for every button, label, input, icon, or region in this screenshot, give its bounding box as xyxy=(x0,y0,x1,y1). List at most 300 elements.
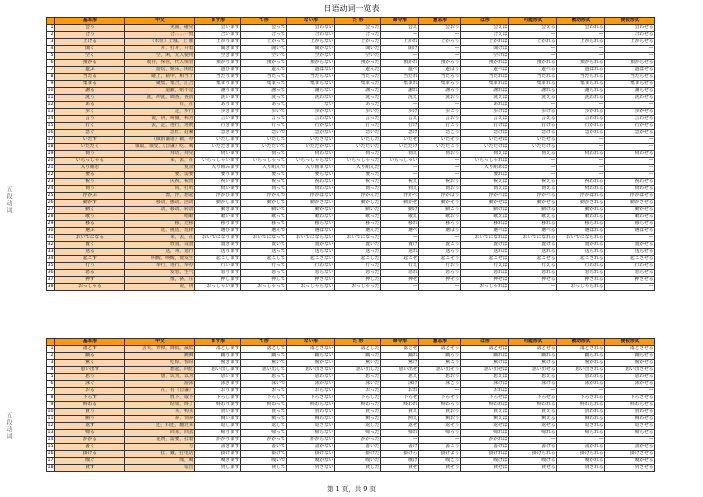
verb-conjugation-cell: 伺えば xyxy=(461,151,509,158)
table-row xyxy=(16,270,655,277)
verb-conjugation-cell: 驚かせる xyxy=(605,360,655,367)
row-number: 16 xyxy=(47,130,54,135)
verb-conjugation-cell: 浮かんだ xyxy=(335,193,381,200)
verb-conjugation-cell: 伺えば xyxy=(461,186,509,193)
verb-conjugation-cell: — xyxy=(419,158,461,165)
gutter-cell xyxy=(16,46,46,53)
verb-conjugation-cell: 伺った xyxy=(335,186,381,193)
gutter-cell xyxy=(16,221,46,228)
verb-conjugation-cell: 入り組めば xyxy=(461,165,509,172)
verb-conjugation-cell: 送れば xyxy=(461,249,509,256)
verb-conjugation-cell: 開けば xyxy=(461,46,509,53)
verb-base-form: 伺う xyxy=(55,151,125,158)
verb-meaning: 来，去，在 xyxy=(125,235,195,242)
verb-meaning: 聚集，集合，汇合 xyxy=(125,81,195,88)
verb-conjugation-cell: 祝える xyxy=(509,179,557,186)
verb-meaning: （水位）上涨，上 涨 xyxy=(125,39,195,46)
table-row xyxy=(16,193,655,200)
row-number: 36 xyxy=(47,270,54,275)
verb-conjugation-cell: 思い出そう xyxy=(419,367,461,374)
verb-conjugation-cell: — xyxy=(509,388,557,395)
row-number: 7 xyxy=(46,388,55,395)
verb-conjugation-cell: 当たって xyxy=(241,74,287,81)
verb-conjugation-cell: 祝おう xyxy=(419,179,461,186)
table-row xyxy=(16,102,655,109)
verb-meaning: 跳舞 xyxy=(125,353,195,360)
verb-conjugation-cell: 驚ける xyxy=(509,360,557,367)
verb-conjugation-cell: 洗わない xyxy=(287,95,335,102)
verb-conjugation-cell: 貸そう xyxy=(419,465,461,472)
gutter-cell xyxy=(16,137,46,144)
verb-conjugation-cell: 行きます xyxy=(195,123,241,130)
verb-conjugation-cell: 遊んで xyxy=(241,67,287,74)
verb-conjugation-cell: 浮かべ xyxy=(381,193,419,200)
verb-conjugation-cell: — xyxy=(419,46,461,53)
table-row xyxy=(16,88,655,95)
table-row xyxy=(16,116,655,123)
verb-conjugation-cell: 書かれる xyxy=(557,444,605,451)
verb-conjugation-cell: 開かない xyxy=(287,46,335,53)
verb-conjugation-cell: 伺わせる xyxy=(605,186,655,193)
verb-conjugation-cell: 伺わせる xyxy=(605,151,655,158)
verb-conjugation-cell: 入り組んで xyxy=(241,165,287,172)
verb-conjugation-cell: 選んだ xyxy=(335,228,381,235)
verb-conjugation-cell: 押そう xyxy=(419,277,461,284)
verb-conjugation-cell: 泳ごう xyxy=(419,381,461,388)
verb-conjugation-cell: 押して xyxy=(241,277,287,284)
table-row xyxy=(16,249,655,256)
verb-conjugation-cell: 遊べば xyxy=(461,67,509,74)
verb-meaning: 有，在 xyxy=(125,102,195,109)
verb-conjugation-cell: 開きます xyxy=(195,46,241,53)
column-header: 基本形 xyxy=(55,339,125,346)
verb-base-form: 移る xyxy=(55,221,125,228)
verb-conjugation-cell: 行った xyxy=(335,123,381,130)
row-number: 2 xyxy=(46,32,55,39)
verb-conjugation-cell: 帰れ xyxy=(381,430,419,437)
gutter-cell xyxy=(16,193,46,200)
column-header xyxy=(46,18,55,25)
column-header: て形 xyxy=(241,339,287,346)
verb-conjugation-cell: 泳いだ xyxy=(335,381,381,388)
verb-conjugation-cell: 終わって xyxy=(241,402,287,409)
verb-conjugation-cell: いただきます xyxy=(195,144,241,151)
verb-meaning: 动，移动，转动 xyxy=(125,207,195,214)
verb-conjugation-cell: 飼って xyxy=(241,416,287,423)
verb-conjugation-cell: 踊れば xyxy=(461,353,509,360)
verb-conjugation-cell: 思え xyxy=(381,374,419,381)
verb-conjugation-cell: 動け xyxy=(381,207,419,214)
verb-conjugation-cell: 返さない xyxy=(287,423,335,430)
verb-conjugation-cell: 飼える xyxy=(509,416,557,423)
verb-meaning: 开，打开，开着 xyxy=(125,46,195,53)
gutter-cell xyxy=(16,430,46,437)
verb-conjugation-cell: 押せ xyxy=(381,277,419,284)
row-number: 2 xyxy=(46,353,55,360)
verb-conjugation-cell: 歌おう xyxy=(419,214,461,221)
verb-conjugation-cell: 終わります xyxy=(195,402,241,409)
verb-conjugation-cell: 下ろします xyxy=(195,395,241,402)
verb-conjugation-cell: 送ろう xyxy=(419,249,461,256)
verb-conjugation-cell: — xyxy=(557,102,605,109)
verb-conjugation-cell: 踊って xyxy=(241,353,287,360)
table-row xyxy=(16,374,655,381)
table-row xyxy=(16,409,655,416)
verb-conjugation-cell: おれ xyxy=(381,388,419,395)
table-row xyxy=(16,179,655,186)
verb-base-form: 怒る xyxy=(55,270,125,277)
verb-conjugation-cell: 帰れる xyxy=(509,430,557,437)
verb-conjugation-cell: 送ります xyxy=(195,249,241,256)
verb-conjugation-cell: 返せ xyxy=(381,423,419,430)
verb-conjugation-cell: 行こう xyxy=(419,123,461,130)
verb-conjugation-cell: 買おう xyxy=(419,409,461,416)
verb-conjugation-cell: 歩かせる xyxy=(605,109,655,116)
verb-conjugation-cell: — xyxy=(557,53,605,60)
verb-meaning: 想起，回忆 xyxy=(125,367,195,374)
row-number: 14 xyxy=(47,437,54,442)
gutter-cell xyxy=(16,360,46,367)
verb-conjugation-cell: 洗えば xyxy=(461,95,509,102)
verb-meaning: 唱歌 xyxy=(125,214,195,221)
verb-conjugation-cell: 終われ xyxy=(381,402,419,409)
verb-base-form: おる xyxy=(55,388,125,395)
verb-conjugation-cell: 落とせば xyxy=(461,346,509,353)
verb-base-form: おいでになる xyxy=(55,235,125,242)
verb-conjugation-cell: 動かさない xyxy=(287,200,335,207)
gutter-cell xyxy=(16,409,46,416)
verb-conjugation-cell: おっしゃれば xyxy=(461,284,509,291)
verb-base-form: 洗う xyxy=(55,95,125,102)
verb-conjugation-cell: あります xyxy=(195,102,241,109)
gutter-cell xyxy=(16,214,46,221)
verb-conjugation-cell: 急げば xyxy=(461,130,509,137)
verb-base-form: 踊る xyxy=(55,353,125,360)
verb-conjugation-cell: — xyxy=(605,53,655,60)
column-header: ない形 xyxy=(287,339,335,346)
verb-meaning: 移动，挪动，活动 xyxy=(125,200,195,207)
verb-conjugation-cell: 怒れる xyxy=(509,270,557,277)
verb-meaning: 买，购买 xyxy=(125,409,195,416)
verb-conjugation-cell: 上がらせる xyxy=(605,39,655,46)
verb-conjugation-cell: 歌って xyxy=(241,214,287,221)
verb-conjugation-cell: 伺おう xyxy=(419,151,461,158)
verb-conjugation-cell: 祝った xyxy=(335,179,381,186)
verb-conjugation-cell: 思い出します xyxy=(195,367,241,374)
verb-conjugation-cell: 怒らせる xyxy=(605,270,655,277)
verb-meaning: 养，饲养 xyxy=(125,416,195,423)
verb-conjugation-cell: 謝ります xyxy=(195,88,241,95)
verb-base-form: 買う xyxy=(55,409,125,416)
verb-conjugation-cell: いらっしゃれば xyxy=(461,158,509,165)
table-row xyxy=(16,263,655,270)
column-header: 中文 xyxy=(125,18,195,25)
verb-conjugation-cell: 泳がれる xyxy=(557,381,605,388)
verb-conjugation-cell: 上がれ xyxy=(381,39,419,46)
verb-conjugation-cell: 終わらない xyxy=(287,402,335,409)
verb-conjugation-cell: いただかない xyxy=(287,144,335,151)
verb-conjugation-cell: 歩こう xyxy=(419,109,461,116)
verb-meaning: 空，闲，无人使用 xyxy=(125,53,195,60)
table-row xyxy=(16,381,655,388)
verb-conjugation-cell: 伺います xyxy=(195,186,241,193)
gutter-cell xyxy=(16,395,46,402)
table-row xyxy=(16,130,655,137)
verb-conjugation-cell: 伺われる xyxy=(557,186,605,193)
verb-conjugation-cell: 泳がない xyxy=(287,381,335,388)
verb-conjugation-cell: 動かした xyxy=(335,200,381,207)
verb-conjugation-cell: 押させる xyxy=(605,277,655,284)
verb-base-form: 帰る xyxy=(55,430,125,437)
row-number: 27 xyxy=(47,207,54,212)
verb-meaning: 收存，保管，代人保管 xyxy=(125,60,195,67)
verb-conjugation-cell: おって xyxy=(241,388,287,395)
verb-conjugation-cell: 動いて xyxy=(241,207,287,214)
verb-conjugation-cell: 開いた xyxy=(335,46,381,53)
verb-conjugation-cell: 選びます xyxy=(195,228,241,235)
verb-conjugation-cell: 起こせる xyxy=(509,256,557,263)
table-row xyxy=(16,81,655,88)
verb-conjugation-cell: おれば xyxy=(461,388,509,395)
verb-meaning: 走，步行 xyxy=(125,109,195,116)
verb-conjugation-cell: 洗え xyxy=(381,95,419,102)
table-row xyxy=(16,39,655,46)
gutter-cell xyxy=(16,39,46,46)
verb-meaning: 吃惊，惊讶 xyxy=(125,360,195,367)
verb-conjugation-cell: 飼った xyxy=(335,416,381,423)
verb-conjugation-cell: 預かれる xyxy=(509,60,557,67)
verb-conjugation-cell: 動かさせる xyxy=(605,200,655,207)
verb-conjugation-cell: かかって xyxy=(241,437,287,444)
verb-conjugation-cell: いただこう xyxy=(419,144,461,151)
verb-conjugation-cell: 怒られる xyxy=(557,270,605,277)
verb-conjugation-cell: 終われば xyxy=(461,402,509,409)
verb-meaning: 说，讲 xyxy=(125,284,195,291)
row-number: 37 xyxy=(47,277,54,282)
gutter-cell xyxy=(16,172,46,179)
verb-conjugation-cell: おいでになった xyxy=(335,235,381,242)
verb-meaning: 说，讲，叫做，称为 xyxy=(125,116,195,123)
verb-conjugation-cell: あった xyxy=(335,102,381,109)
verb-conjugation-cell: 急ごう xyxy=(419,130,461,137)
verb-meaning: 来，去，在 xyxy=(125,158,195,165)
verb-conjugation-cell: 祝います xyxy=(195,179,241,186)
verb-conjugation-cell: 歌わせる xyxy=(605,214,655,221)
verb-conjugation-cell: 急ぎます xyxy=(195,130,241,137)
verb-conjugation-cell: 当たります xyxy=(195,74,241,81)
verb-meaning: 放置，设置 xyxy=(125,242,195,249)
verb-conjugation-cell: 言います xyxy=(195,116,241,123)
verb-meaning: 结束，终了 xyxy=(125,402,195,409)
row-number: 5 xyxy=(46,53,55,60)
gutter-cell xyxy=(16,256,46,263)
verb-base-form: 動く xyxy=(55,207,125,214)
verb-conjugation-cell: 嗅ぎます xyxy=(195,458,241,465)
verb-conjugation-cell: 歩ける xyxy=(509,109,557,116)
row-number: 1 xyxy=(46,25,55,32)
verb-conjugation-cell: — xyxy=(509,165,557,172)
row-number: 17 xyxy=(47,137,54,142)
verb-conjugation-cell: 行かれる xyxy=(557,123,605,130)
document-title: 日语动词一览表 xyxy=(323,4,380,13)
table-row xyxy=(16,353,655,360)
verb-conjugation-cell: 上がれる xyxy=(509,39,557,46)
row-number: 21 xyxy=(47,165,54,170)
verb-conjugation-cell: 遊べ xyxy=(381,67,419,74)
verb-conjugation-cell: 掛けられる xyxy=(509,451,557,458)
verb-conjugation-cell: 行かない xyxy=(287,123,335,130)
verb-conjugation-cell: 遊べる xyxy=(509,67,557,74)
verb-conjugation-cell: 遊ばれる xyxy=(557,67,605,74)
verb-conjugation-cell: 返します xyxy=(195,423,241,430)
column-header: ない形 xyxy=(287,18,335,25)
verb-conjugation-cell: 洗って xyxy=(241,95,287,102)
verb-conjugation-cell: 歌えば xyxy=(461,214,509,221)
verb-conjugation-cell: 落とせる xyxy=(509,346,557,353)
verb-conjugation-cell: — xyxy=(605,102,655,109)
verb-base-form: 入り組む xyxy=(55,165,125,172)
row-number: 28 xyxy=(47,214,54,219)
verb-meaning: 游玩，娱乐，闲逛 xyxy=(125,67,195,74)
verb-conjugation-cell: 集まった xyxy=(335,81,381,88)
verb-conjugation-cell: 行った xyxy=(335,263,381,270)
table-row xyxy=(16,67,655,74)
verb-conjugation-cell: おっしゃって xyxy=(241,284,287,291)
verb-conjugation-cell: 伺え xyxy=(381,151,419,158)
verb-conjugation-cell: 歩け xyxy=(381,109,419,116)
verb-conjugation-cell: 返される xyxy=(557,423,605,430)
verb-conjugation-cell: 当たられる xyxy=(557,74,605,81)
table-row xyxy=(16,284,655,291)
verb-conjugation-cell: 歩かれる xyxy=(557,109,605,116)
verb-base-form: 空く xyxy=(55,53,125,60)
verb-conjugation-cell: — xyxy=(419,172,461,179)
verb-conjugation-cell: おっしゃらない xyxy=(287,284,335,291)
row-number: 15 xyxy=(47,444,54,449)
verb-conjugation-cell: 置きます xyxy=(195,242,241,249)
gutter-cell xyxy=(16,402,46,409)
row-number: 26 xyxy=(47,200,54,205)
verb-base-form: 行う xyxy=(55,263,125,270)
verb-conjugation-cell: 落とします xyxy=(195,346,241,353)
verb-base-form: 動かす xyxy=(55,200,125,207)
row-number: 4 xyxy=(46,367,55,374)
verb-conjugation-cell: 驚いて xyxy=(241,360,287,367)
verb-conjugation-cell: — xyxy=(419,437,461,444)
verb-conjugation-cell: 動かない xyxy=(287,207,335,214)
verb-conjugation-cell: おいでになれる xyxy=(509,235,557,242)
verb-conjugation-cell: 入り組まない xyxy=(287,165,335,172)
section-side-label: 五段动词 xyxy=(5,186,12,214)
verb-conjugation-cell: 終わらせる xyxy=(605,402,655,409)
verb-conjugation-cell: 洗おう xyxy=(419,95,461,102)
verb-conjugation-cell: 置かれる xyxy=(557,242,605,249)
verb-conjugation-cell: 起こせば xyxy=(461,256,509,263)
verb-conjugation-cell: 謝れば xyxy=(461,88,509,95)
verb-meaning: 道歉，赔不是 xyxy=(125,88,195,95)
verb-conjugation-cell: 買わない xyxy=(287,409,335,416)
table-row xyxy=(16,221,655,228)
gutter-cell xyxy=(16,353,46,360)
verb-conjugation-cell: 遊ばせる xyxy=(605,67,655,74)
verb-conjugation-cell: — xyxy=(557,388,605,395)
table-row xyxy=(16,235,655,242)
row-number: 13 xyxy=(47,430,54,435)
verb-conjugation-cell: — xyxy=(381,172,419,179)
verb-conjugation-cell: 急げ xyxy=(381,130,419,137)
verb-conjugation-cell: 要らない xyxy=(287,172,335,179)
verb-conjugation-cell: 言おう xyxy=(419,116,461,123)
verb-meaning: 放下，取下 xyxy=(125,395,195,402)
verb-conjugation-cell: 嗅いだ xyxy=(335,458,381,465)
gutter-cell xyxy=(16,130,46,137)
row-number: 9 xyxy=(46,402,55,409)
verb-conjugation-cell: 掛けた xyxy=(335,451,381,458)
verb-conjugation-cell: 思い出さない xyxy=(287,367,335,374)
verb-conjugation-cell: 会える xyxy=(509,25,557,32)
table-row xyxy=(16,46,655,53)
verb-conjugation-cell: 伺います xyxy=(195,151,241,158)
verb-conjugation-cell: 下ろした xyxy=(335,395,381,402)
gutter-cell xyxy=(16,60,46,67)
verb-conjugation-cell: 怒った xyxy=(335,270,381,277)
verb-conjugation-cell: 貸される xyxy=(557,465,605,472)
verb-conjugation-cell: — xyxy=(419,284,461,291)
verb-conjugation-cell: 踊らない xyxy=(287,353,335,360)
table-row xyxy=(16,144,655,151)
verb-conjugation-cell: 起こせ xyxy=(381,256,419,263)
verb-base-form: 返す xyxy=(55,423,125,430)
verb-conjugation-cell: おいでになります xyxy=(195,235,241,242)
verb-conjugation-cell: 伺わない xyxy=(287,186,335,193)
row-number: 17 xyxy=(47,458,54,463)
gutter-cell xyxy=(16,116,46,123)
table-row xyxy=(16,172,655,179)
verb-conjugation-cell: 嗅がれる xyxy=(557,458,605,465)
verb-conjugation-cell: 起こされる xyxy=(557,256,605,263)
verb-conjugation-cell: — xyxy=(381,32,419,39)
verb-base-form: いらっしゃる xyxy=(55,158,125,165)
row-number: 13 xyxy=(47,109,54,114)
verb-conjugation-cell: 急いで xyxy=(241,130,287,137)
column-header: 命令形 xyxy=(381,339,419,346)
header-row xyxy=(16,18,655,25)
verb-conjugation-cell: 預かれ xyxy=(381,60,419,67)
table-row xyxy=(16,53,655,60)
table-row xyxy=(16,430,655,437)
verb-conjugation-cell: 送れ xyxy=(381,249,419,256)
verb-conjugation-cell: 預かれば xyxy=(461,60,509,67)
verb-conjugation-cell: 帰らせる xyxy=(605,430,655,437)
verb-conjugation-cell: 嗅がせる xyxy=(605,458,655,465)
gutter-cell xyxy=(16,416,46,423)
verb-base-form: 下ろす xyxy=(55,395,125,402)
verb-conjugation-cell: 集まれ xyxy=(381,81,419,88)
verb-conjugation-cell: — xyxy=(605,46,655,53)
verb-conjugation-cell: 思えば xyxy=(461,374,509,381)
table-row xyxy=(16,228,655,235)
verb-conjugation-cell: 怒れ xyxy=(381,270,419,277)
verb-conjugation-cell: — xyxy=(605,388,655,395)
verb-base-form: 終わる xyxy=(55,402,125,409)
verb-conjugation-cell: 上がります xyxy=(195,39,241,46)
verb-conjugation-cell: 行える xyxy=(509,263,557,270)
gutter-cell xyxy=(16,263,46,270)
verb-conjugation-cell: — xyxy=(557,46,605,53)
row-number: 11 xyxy=(47,95,54,100)
verb-conjugation-cell: 泳ぎます xyxy=(195,381,241,388)
verb-conjugation-cell: 置け xyxy=(381,242,419,249)
